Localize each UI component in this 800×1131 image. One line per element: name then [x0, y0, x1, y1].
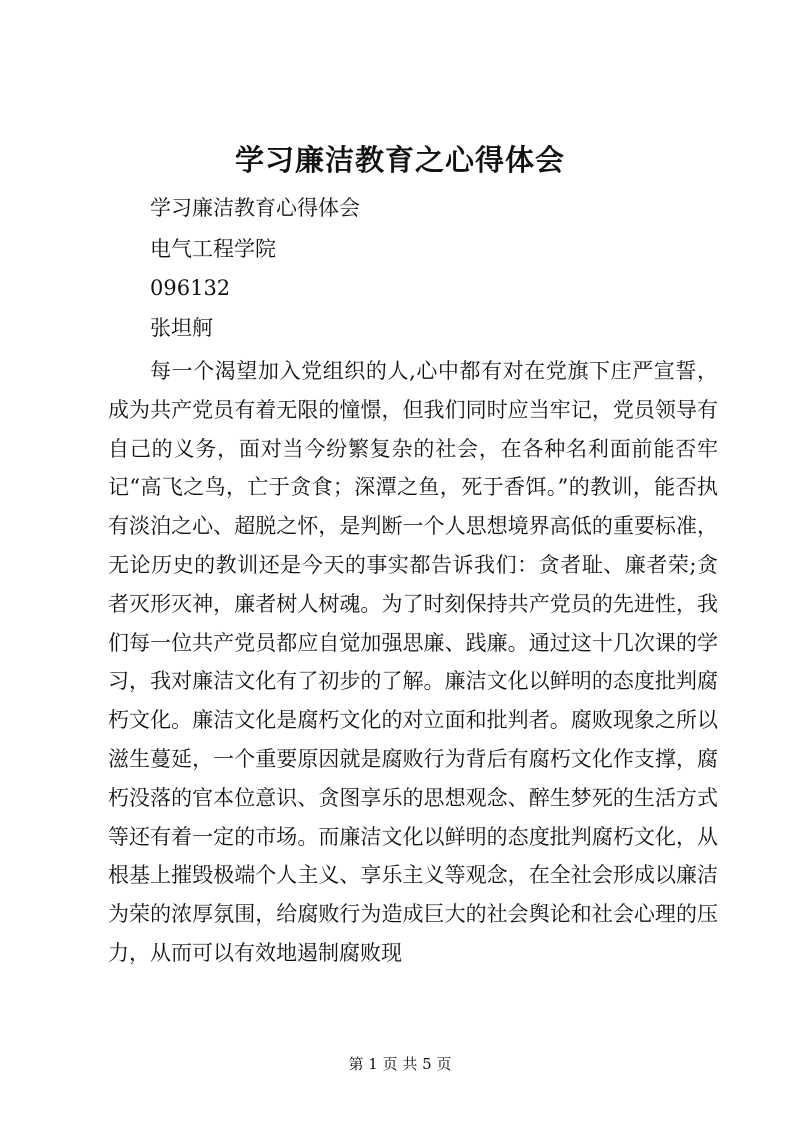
page-footer: 第 1 页 共 5 页	[348, 1055, 452, 1073]
author-name: 张坦舸	[150, 316, 213, 340]
page-title: 学习廉洁教育之心得体会	[234, 143, 565, 177]
document-subtitle: 学习廉洁教育心得体会	[150, 196, 360, 220]
student-id: 096132	[150, 276, 231, 300]
body-paragraph: 每一个渴望加入党组织的人,心中都有对在党旗下庄严宣誓，成为共产党员有着无限的憧憬，但我们同时应当牢记，党员领导有自己的义务，面对当今纷繁复杂的社会，在各种名利面前能否牢记“高飞之鸟，亡于贪食；深潭之鱼，死于香饵。”的教训，能否执有淡泊之心、超脱之怀，是判断一个人思想境界高低的重要标准，无论历史的教训还是今天的事实都告诉我们：贪者耻、廉者荣;贪者灭形灭神，廉者树人树魂。为了时刻保持共产党员的先进性，我们每一位共产党员都应自觉加强思廉、践廉。通过这十几次课的学习，我对廉洁文化有了初步的了解。廉洁文化以鲜明的态度批判腐朽文化。廉洁文化是腐朽文化的对立面和批判者。腐败现象之所以滋生蔓延，一个重要原因就是腐败行为背后有腐朽文化作支撑，腐朽没落的官本位意识、贪图享乐的思想观念、醉生梦死的生活方式等还有着一定的市场。而廉洁文化以鲜明的态度批判腐朽文化，从根基上摧毁极端个人主义、享乐主义等观念，在全社会形成以廉洁为荣的浓厚氛围，给腐败行为造成巨大的社会舆论和社会心理的压力，从而可以有效地遏制腐败现	[108, 359, 718, 965]
department-name: 电气工程学院	[150, 237, 276, 261]
